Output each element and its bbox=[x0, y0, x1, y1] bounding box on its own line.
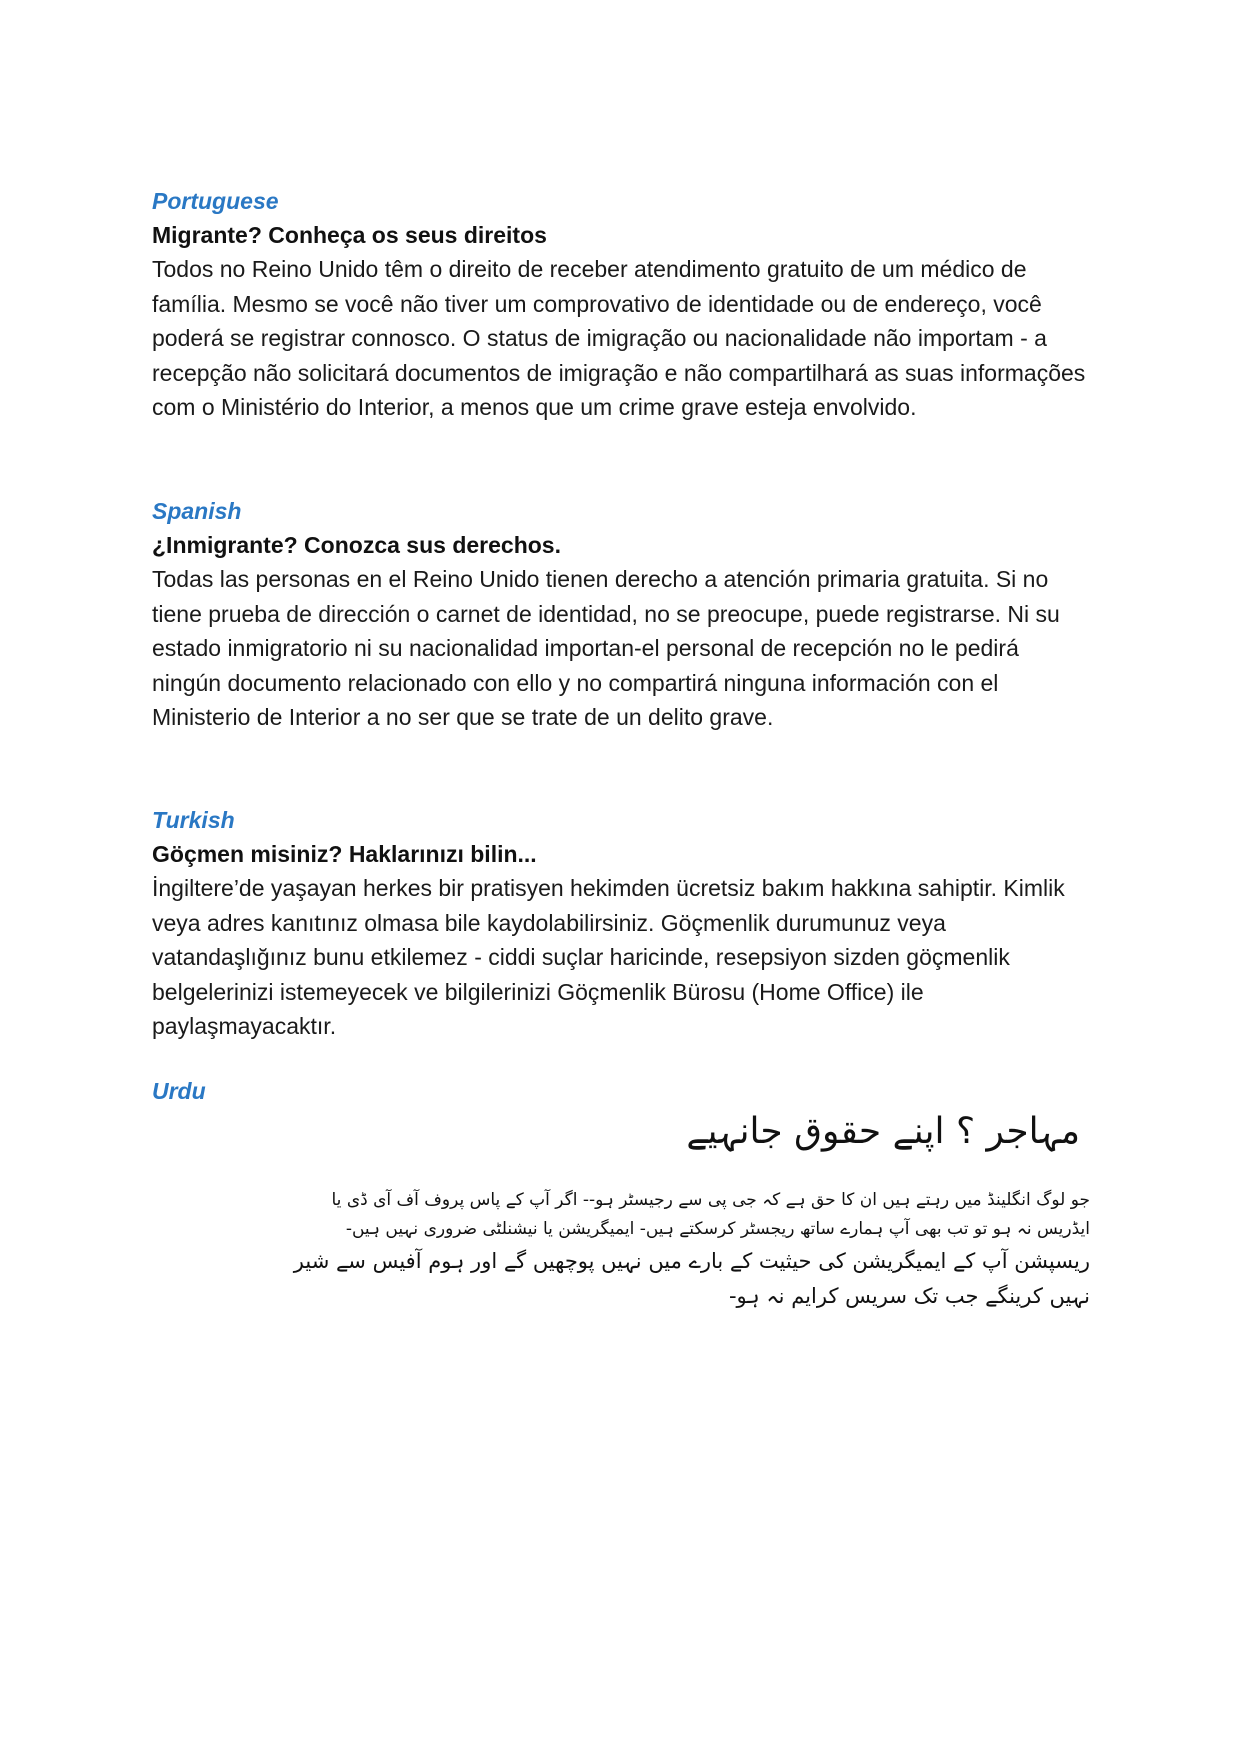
turkish-section bbox=[152, 805, 1092, 1044]
urdu-body-line-2: ایڈریس نہ ہو تو تب بھی آپ ہمارے ساتھ ریجسٹر کرسکتے ہیں- ایمیگریشن یا نیشنلٹی ضروری نہیں ہیں- bbox=[345, 1219, 1090, 1239]
turkish-label: Turkish bbox=[152, 807, 235, 833]
portuguese-heading: Migrante? Conheça os seus direitos bbox=[152, 222, 547, 248]
urdu-body-line-4: نہیں کرینگے جب تک سریس کرایم نہ ہو- bbox=[728, 1284, 1090, 1308]
urdu-body-line-3: ریسپشن آپ کے ایمیگریشن کی حیثیت کے بارے میں نہیں پوچھیں گے اور ہوم آفیس سے شیر bbox=[293, 1249, 1090, 1273]
urdu-body bbox=[172, 1186, 1090, 1314]
urdu-body-line-1: جو لوگ انگلینڈ میں رہتے ہیں ان کا حق ہے کہ جی پی سے رجیسٹر ہو-- اگر آپ کے پاس پروف آف آی ڈی یا bbox=[331, 1190, 1090, 1210]
urdu-heading: مہاجر ؟ اپنے حقوق جانہیے bbox=[686, 1111, 1080, 1152]
portuguese-body: Todos no Reino Unido têm o direito de receber atendimento gratuito de um médico de família. Mesmo se você não tiver um comprovativo de identidade ou de endereço, você poderá se registrar connosco. O status de imigração ou nacionalidade não importam - a recepção não solicitará documentos de imigração e não compartilhará as suas informações com o Ministério do Interior, a menos que um crime grave esteja envolvido. bbox=[152, 256, 1086, 420]
spanish-section bbox=[152, 496, 1092, 735]
urdu-label: Urdu bbox=[152, 1078, 206, 1104]
portuguese-section bbox=[152, 186, 1092, 425]
spanish-label: Spanish bbox=[152, 498, 242, 524]
portuguese-label: Portuguese bbox=[152, 188, 279, 214]
spanish-body: Todas las personas en el Reino Unido tienen derecho a atención primaria gratuita. Si no tiene prueba de dirección o carnet de identidad, no se preocupe, puede registrarse. Ni su estado inmigratorio ni su nacionalidad importan-el personal de recepción no le pedirá ningún documento relacionado con ello y no compartirá ninguna información con el Ministerio de Interior a no ser que se trate de un delito grave. bbox=[152, 566, 1060, 730]
turkish-heading: Göçmen misiniz? Haklarınızı bilin... bbox=[152, 841, 537, 867]
spanish-heading: ¿Inmigrante? Conozca sus derechos. bbox=[152, 532, 561, 558]
turkish-body: İngiltere’de yaşayan herkes bir pratisyen hekimden ücretsiz bakım hakkına sahiptir. Kimlik veya adres kanıtınız olmasa bile kaydolabilirsiniz. Göçmenlik durumunuz veya vatandaşlığınız bunu etkilemez - ciddi suçlar haricinde, resepsiyon sizden göçmenlik belgelerinizi istemeyecek ve bilgilerinizi Göçmenlik Bürosu (Home Office) ile paylaşmayacaktır. bbox=[152, 875, 1065, 1039]
